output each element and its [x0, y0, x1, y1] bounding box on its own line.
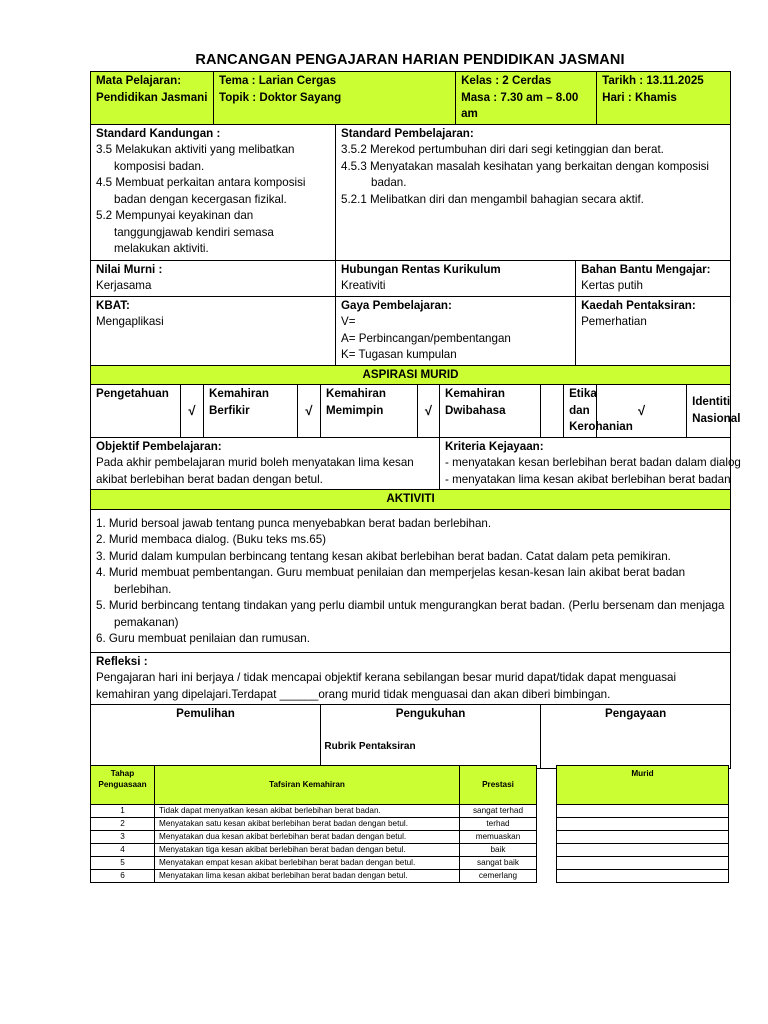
bahan-value: Kertas putih — [581, 279, 643, 292]
kbat-label: KBAT: — [96, 298, 130, 312]
pengukuhan-cell: Pengukuhan — [321, 705, 541, 769]
hubungan-cell — [336, 260, 576, 296]
murid-cell — [557, 818, 729, 831]
hubungan-value: Kreativiti — [341, 279, 386, 292]
rubrik-header-row — [91, 766, 537, 805]
kbat-value: Mengaplikasi — [96, 315, 164, 328]
aktiviti-row — [91, 509, 731, 652]
kaedah-value: Pemerhatian — [581, 315, 647, 328]
pemulihan-cell: Pemulihan — [91, 705, 321, 769]
refleksi-label: Refleksi : — [96, 654, 148, 668]
aspirasi-item-name: Kemahiran Dwibahasa — [440, 385, 541, 438]
check-icon: √ — [418, 385, 440, 438]
rubrik-title: Rubrik Pentaksiran — [324, 741, 416, 752]
rubrik-tafsiran: Menyatakan satu kesan akibat berlebihan berat badan dengan betul. — [155, 818, 460, 831]
aktiviti-heading: AKTIVITI — [91, 490, 731, 510]
objektif-label: Objektif Pembelajaran: — [96, 439, 222, 453]
aspirasi-item-name: Kemahiran Berfikir — [204, 385, 298, 438]
kaedah-cell — [576, 296, 731, 365]
aktiviti-header-row — [91, 490, 731, 510]
aspirasi-item-name: Etika dan Kerohanian — [564, 385, 597, 438]
nilai-murni-label: Nilai Murni : — [96, 262, 163, 276]
standard-pembelajaran-item: 5.2.1 Melibatkan diri dan mengambil bahagian secara aktif. — [341, 192, 644, 206]
rubrik-tafsiran: Menyatakan tiga kesan akibat berlebihan berat badan dengan betul. — [155, 844, 460, 857]
aktiviti-item: 3. Murid dalam kumpulan berbincang tentang kesan akibat berlebihan berat badan. Catat dalam peta pemikiran. — [96, 549, 671, 563]
rubrik-tahap: 5 — [91, 857, 155, 870]
objektif-cell — [91, 437, 440, 490]
pengayaan-cell: Pengayaan — [541, 705, 731, 769]
refleksi-row — [91, 652, 731, 705]
aspirasi-row — [91, 385, 731, 438]
table-row — [557, 805, 729, 818]
time-text: Masa : 7.30 am – 8.00 am — [461, 90, 579, 120]
nilai-murni-cell — [91, 260, 336, 296]
kbat-row — [91, 296, 731, 365]
theme-cell — [214, 72, 456, 125]
table-row — [91, 831, 537, 844]
standard-kandungan-item: 5.2 Mempunyai keyakinan dan tanggungjawab kendiri semasa melakukan aktiviti. — [96, 209, 274, 255]
table-row — [91, 870, 537, 883]
refleksi-text: Pengajaran hari ini berjaya / tidak mencapai objektif kerana sebilangan besar murid dapat/tidak dapat menguasai kemahiran yang dipelajari.Terdapat ______orang murid tidak menguasai dan akan diberi bimbingan. — [96, 671, 677, 701]
standard-kandungan-item: 3.5 Melakukan aktiviti yang melibatkan komposisi badan. — [96, 143, 295, 173]
aspirasi-item-name: Identiti Nasional — [687, 385, 731, 438]
rubrik-tafsiran: Menyatakan lima kesan akibat berlebihan berat badan dengan betul. — [155, 870, 460, 883]
murid-cell — [557, 857, 729, 870]
rubrik-prestasi: sangat baik — [460, 857, 537, 870]
murid-table — [556, 765, 729, 883]
gaya-line: K= Tugasan kumpulan — [341, 348, 457, 361]
kriteria-line: - menyatakan lima kesan akibat berlebihan berat badan — [445, 472, 731, 486]
check-icon: √ — [181, 385, 204, 438]
rubrik-prestasi: terhad — [460, 818, 537, 831]
murid-cell — [557, 844, 729, 857]
rubrik-prestasi: sangat terhad — [460, 805, 537, 818]
gaya-line: A= Perbincangan/pembentangan — [341, 331, 511, 345]
rubrik-tahap: 6 — [91, 870, 155, 883]
rubrik-prestasi: memuaskan — [460, 831, 537, 844]
date-text: Tarikh : 13.11.2025 — [602, 74, 704, 87]
table-row — [91, 805, 537, 818]
standard-kandungan-item: 4.5 Membuat perkaitan antara komposisi badan dengan kecergasan fizikal. — [96, 176, 306, 206]
topic-text: Topik : Doktor Sayang — [219, 90, 342, 104]
rubrik-prestasi: baik — [460, 844, 537, 857]
table-row — [557, 870, 729, 883]
class-cell — [456, 72, 597, 125]
kbat-cell — [91, 296, 336, 365]
refleksi-cell — [91, 652, 731, 705]
murid-cell — [557, 870, 729, 883]
table-row — [91, 818, 537, 831]
theme-text: Tema : Larian Cergas — [219, 74, 337, 87]
standard-pembelajaran-cell — [336, 124, 731, 260]
aspirasi-header-row — [91, 365, 731, 385]
table-row — [557, 831, 729, 844]
murid-header-row — [557, 766, 729, 805]
date-cell — [597, 72, 731, 125]
rubrik-table — [90, 765, 537, 883]
values-row — [91, 260, 731, 296]
document-title: RANCANGAN PENGAJARAN HARIAN PENDIDIKAN JASMANI — [195, 52, 625, 68]
lesson-plan-table — [90, 71, 741, 769]
day-text: Hari : Khamis — [602, 90, 677, 104]
bahan-label: Bahan Bantu Mengajar: — [581, 262, 711, 276]
murid-cell — [557, 831, 729, 844]
murid-cell — [557, 805, 729, 818]
rubrik-prestasi: cemerlang — [460, 870, 537, 883]
standard-pembelajaran-label: Standard Pembelajaran: — [341, 126, 474, 140]
table-row — [91, 857, 537, 870]
nilai-murni-value: Kerjasama — [96, 279, 152, 292]
kaedah-label: Kaedah Pentaksiran: — [581, 298, 696, 312]
aktiviti-cell — [91, 509, 731, 652]
standard-pembelajaran-item: 4.5.3 Menyatakan masalah kesihatan yang berkaitan dengan komposisi badan. — [341, 159, 710, 189]
table-row — [557, 857, 729, 870]
rubrik-header-prestasi: Prestasi — [460, 766, 537, 805]
subject-value: Pendidikan Jasmani — [96, 90, 208, 104]
kriteria-cell — [440, 437, 741, 490]
aktiviti-item: 1. Murid bersoal jawab tentang punca menyebabkan berat badan berlebihan. — [96, 516, 492, 530]
gaya-label: Gaya Pembelajaran: — [341, 298, 452, 312]
objektif-text: Pada akhir pembelajaran murid boleh menyatakan lima kesan akibat berlebihan berat badan dengan betul. — [96, 456, 414, 486]
standard-pembelajaran-item: 3.5.2 Merekod pertumbuhan diri dari segi ketinggian dan berat. — [341, 143, 664, 156]
check-icon: √ — [597, 385, 687, 438]
subject-cell — [91, 72, 214, 125]
header-row — [91, 72, 731, 125]
aktiviti-item: 6. Guru membuat penilaian dan rumusan. — [96, 632, 310, 645]
rubrik-tafsiran: Menyatakan dua kesan akibat berlebihan berat badan dengan betul. — [155, 831, 460, 844]
gaya-cell — [336, 296, 576, 365]
subject-label: Mata Pelajaran: — [96, 74, 182, 87]
rubrik-tahap: 4 — [91, 844, 155, 857]
aspirasi-item-name: Kemahiran Memimpin — [321, 385, 418, 438]
aktiviti-item: 5. Murid berbincang tentang tindakan yang perlu diambil untuk mengurangkan berat badan. (Perlu bersenam dan menjaga pemakanan) — [96, 599, 725, 629]
gaya-line: V= — [341, 315, 356, 328]
check-cell-empty — [541, 385, 564, 438]
rubrik-tahap: 1 — [91, 805, 155, 818]
table-row — [91, 844, 537, 857]
standard-kandungan-cell — [91, 124, 336, 260]
class-text: Kelas : 2 Cerdas — [461, 74, 552, 87]
check-icon: √ — [298, 385, 321, 438]
aspirasi-heading: ASPIRASI MURID — [91, 365, 731, 385]
objektif-row — [91, 437, 731, 490]
kriteria-label: Kriteria Kejayaan: — [445, 439, 544, 453]
rubrik-tafsiran: Menyatakan empat kesan akibat berlebihan berat badan dengan betul. — [155, 857, 460, 870]
followup-row — [91, 705, 731, 769]
rubrik-tahap: 3 — [91, 831, 155, 844]
rubrik-header-tahap: Tahap Penguasaan — [91, 766, 155, 805]
table-row — [557, 844, 729, 857]
aspirasi-item-name: Pengetahuan — [91, 385, 181, 438]
murid-header: Murid — [557, 766, 729, 805]
aktiviti-item: 2. Murid membaca dialog. (Buku teks ms.65) — [96, 533, 327, 546]
bahan-cell — [576, 260, 731, 296]
rubrik-header-tafsiran: Tafsiran Kemahiran — [155, 766, 460, 805]
table-row — [557, 818, 729, 831]
kriteria-line: - menyatakan kesan berlebihan berat badan dalam dialog — [445, 456, 741, 469]
aktiviti-item: 4. Murid membuat pembentangan. Guru membuat penilaian dan memperjelas kesan-kesan lain akibat berat badan berlebihan. — [96, 566, 686, 596]
standard-kandungan-label: Standard Kandungan : — [96, 126, 221, 140]
standards-row — [91, 124, 731, 260]
rubrik-tafsiran: Tidak dapat menyatkan kesan akibat berlebihan berat badan. — [155, 805, 460, 818]
rubrik-tahap: 2 — [91, 818, 155, 831]
hubungan-label: Hubungan Rentas Kurikulum — [341, 262, 501, 276]
